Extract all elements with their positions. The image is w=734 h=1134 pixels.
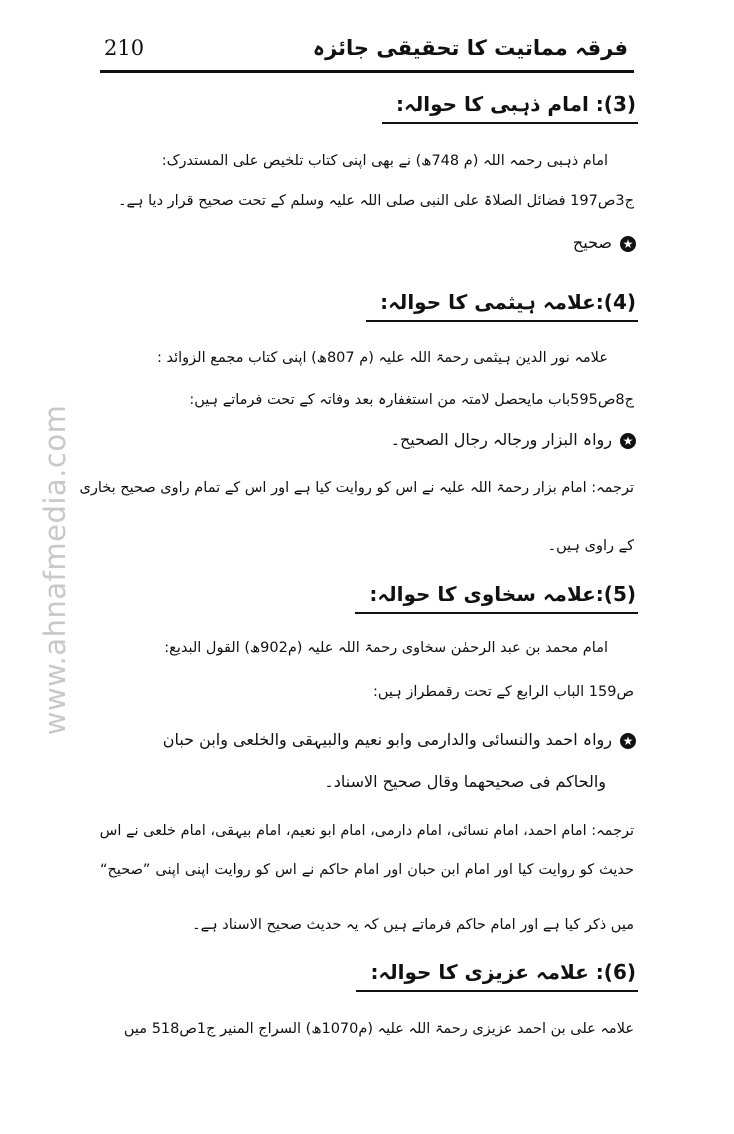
watermark-text: www.ahnafmedia.com xyxy=(38,404,72,736)
paragraph-line: امام ذہبی رحمہ اللہ (م 748ھ) نے بھی اپنی کتاب تلخیص علی المستدرک: xyxy=(161,153,608,169)
paragraph-line: علامہ نور الدین ہیثمی رحمۃ اللہ علیہ (م 807ھ) اپنی کتاب مجمع الزوائد : xyxy=(157,350,608,366)
paragraph-line: ص159 الباب الرابع کے تحت رقمطراز ہیں: xyxy=(372,684,634,700)
section-heading-azizi: (6): علامہ عزیزی کا حوالہ: xyxy=(356,960,638,992)
translation-line: حدیث کو روایت کیا اور امام ابن حبان اور امام حاکم نے اس کو روایت اپنی اپنی ”صحیح“ xyxy=(100,862,634,878)
star-in-circle-icon: ★ xyxy=(620,733,636,749)
section-heading-haythami: (4):علامہ ہیثمی کا حوالہ: xyxy=(366,290,638,322)
paragraph-line: ج3ص197 فضائل الصلاۃ علی النبی صلی اللہ علیہ وسلم کے تحت صحیح قرار دیا ہے۔ xyxy=(118,193,634,209)
quote-text: رواہ البزار ورجالہ رجال الصحیح۔ xyxy=(390,430,612,449)
header-divider xyxy=(100,70,634,73)
section-heading-dhahabi: (3): امام ذہبی کا حوالہ: xyxy=(382,92,638,124)
paragraph-line: امام محمد بن عبد الرحمٰن سخاوی رحمۃ اللہ علیہ (م902ھ) القول البدیع: xyxy=(164,640,608,656)
running-book-title: فرقہ مماتیت کا تحقیقی جائزہ xyxy=(312,36,628,60)
quote-text: رواہ احمد والنسائی والدارمی وابو نعیم والبیہقی والخلعی وابن حبان xyxy=(162,730,612,749)
star-in-circle-icon: ★ xyxy=(620,433,636,449)
translation-line: کے راوی ہیں۔ xyxy=(547,538,634,554)
quote-text-continued: والحاکم فی صحیحھما وقال صحیح الاسناد۔ xyxy=(324,772,606,791)
paragraph-line: علامہ علی بن احمد عزیزی رحمۃ اللہ علیہ (م1070ھ) السراج المنیر ج1ص518 میں xyxy=(123,1021,634,1037)
translation-line: ترجمہ: امام بزار رحمۃ اللہ علیہ نے اس کو روایت کیا ہے اور اس کے تمام راوی صحیح بخاری xyxy=(79,480,634,496)
translation-line: ترجمہ: امام احمد، امام نسائی، امام دارمی، امام ابو نعیم، امام بیہقی، امام خلعی نے اس xyxy=(99,823,634,839)
quote-line xyxy=(163,729,636,751)
paragraph-line: ج8ص595باب مایحصل لامتہ من استغفارہ بعد وفاتہ کے تحت فرماتے ہیں: xyxy=(189,392,634,408)
page-number: 210 xyxy=(104,36,145,60)
quote-line xyxy=(391,429,636,451)
quote-line xyxy=(573,232,636,254)
section-heading-sakhawi: (5):علامہ سخاوی کا حوالہ: xyxy=(355,582,638,614)
quote-text: صحیح xyxy=(572,233,612,252)
translation-line: میں ذکر کیا ہے اور امام حاکم فرماتے ہیں کہ یہ حدیث صحیح الاسناد ہے۔ xyxy=(192,917,634,933)
star-in-circle-icon: ★ xyxy=(620,236,636,252)
